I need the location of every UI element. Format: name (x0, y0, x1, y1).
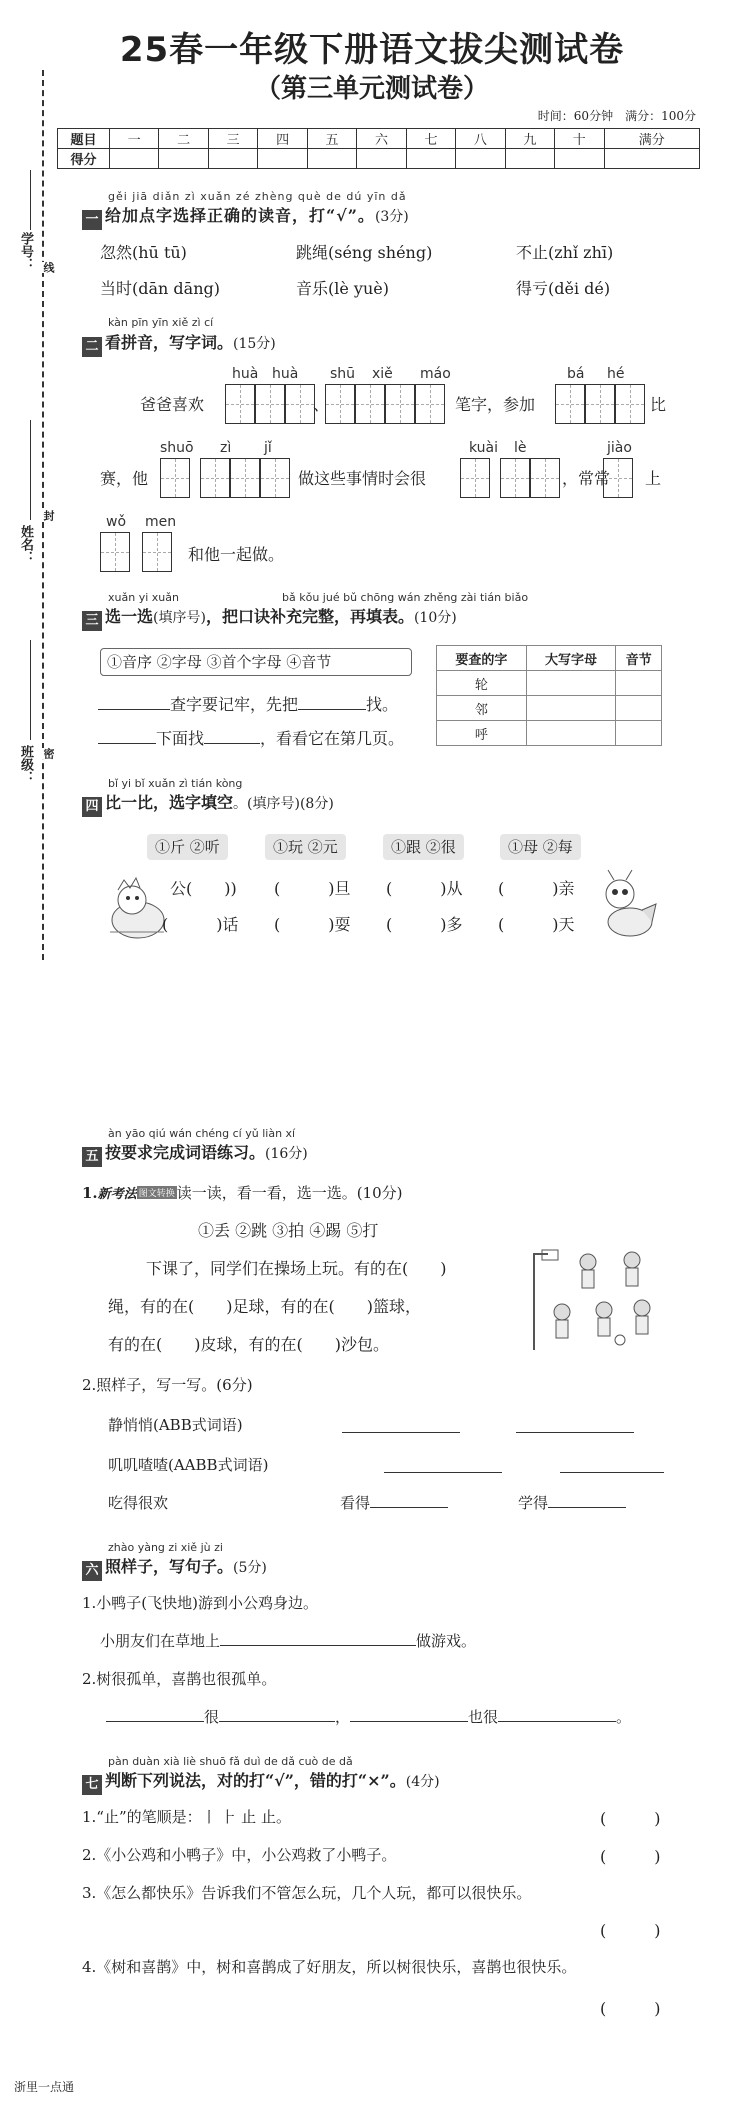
s3-option-box: ①音序 ②字母 ③首个字母 ④音节 (100, 648, 412, 676)
py-hua1: huà (232, 366, 259, 382)
s2-text-3: 笔字，参加 (455, 395, 536, 414)
s3-number: 三 (82, 611, 102, 631)
py-ji: jǐ (264, 440, 272, 456)
s6-pinyin: zhào yàng zi xiě jù zi (108, 1541, 223, 1554)
s5-q1-para-1: 下课了，同学们在操场上玩。有的在( ) (146, 1259, 447, 1278)
s4-option-pill: ①母 ②每 (500, 834, 581, 860)
score-value-cell[interactable] (357, 149, 406, 169)
score-value-cell[interactable] (159, 149, 208, 169)
s6-number: 六 (82, 1561, 102, 1581)
s2-text-2: 、 (313, 395, 330, 414)
s3-pinyin-b: bǎ kǒu jué bǔ chōng wán zhěng zài tián biǎo (282, 591, 529, 604)
side-label-banji: 班级： (18, 745, 33, 784)
s5-q1-para-2: 绳，有的在( )足球，有的在( )篮球， (108, 1297, 421, 1316)
s4-blank-dan: ( )旦 (274, 879, 351, 898)
s3-table-row: 轮 (437, 671, 662, 696)
s4-option-pill: ①跟 ②很 (383, 834, 464, 860)
py-hua2: huà (272, 366, 299, 382)
write-box[interactable] (225, 384, 255, 424)
py-kuai: kuài (469, 440, 499, 456)
s1-item-2: 跳绳(séng shéng) (296, 243, 433, 262)
s4-blank-shua: ( )耍 (274, 915, 351, 934)
s3-table-row: 呼 (437, 721, 662, 746)
py-shu: shū (330, 366, 356, 382)
s4-pinyin: bǐ yi bǐ xuǎn zì tián kòng (108, 777, 243, 790)
write-box[interactable] (500, 458, 530, 498)
s3-table-head-cell: 大写字母 (526, 646, 616, 671)
write-box[interactable] (603, 458, 633, 498)
py-ba: bá (567, 366, 585, 382)
score-header-cell: 十 (555, 129, 604, 149)
py-jiao: jiào (607, 440, 632, 456)
s7-answer-bracket[interactable]: ( ) (600, 1921, 661, 1940)
s2-heading: 二 看拼音，写字词。(15分) (82, 330, 276, 357)
cartoon-bug-icon (590, 868, 660, 946)
s2-text-7: ，常常 (562, 469, 611, 488)
write-box[interactable] (415, 384, 445, 424)
write-box[interactable] (615, 384, 645, 424)
write-box[interactable] (325, 384, 355, 424)
write-box[interactable] (585, 384, 615, 424)
side-mark-xian: 线 (42, 262, 55, 273)
s3-table-head-cell: 音节 (616, 646, 662, 671)
s2-text-4: 比 (650, 395, 667, 414)
s2-text-6: 做这些事情时会很 (298, 469, 427, 488)
write-box[interactable] (285, 384, 315, 424)
score-value-cell[interactable] (307, 149, 356, 169)
s5-q2-e: 学得 (518, 1492, 626, 1513)
s3-blank[interactable] (298, 709, 366, 710)
score-value-cell: 得分 (58, 149, 110, 169)
score-header-cell: 二 (159, 129, 208, 149)
s5-q2-b: 叽叽喳喳(AABB式词语) (108, 1456, 269, 1474)
py-le: lè (514, 440, 527, 456)
s7-answer-bracket[interactable]: ( ) (600, 1999, 661, 2018)
s7-number: 七 (82, 1775, 102, 1795)
s5-q2: 2.照样子，写一写。(6分) (82, 1376, 253, 1394)
exam-title: 25春一年级下册语文拔尖测试卷 (119, 30, 625, 70)
write-box[interactable] (142, 532, 172, 572)
s6-heading: 六 照样子，写句子。(5分) (82, 1554, 267, 1581)
exam-meta: 时间：60分钟 满分：100分 (537, 109, 696, 123)
s3-heading: 三 选一选(填序号)，把口诀补充完整，再填表。(10分) (82, 604, 457, 631)
s7-heading: 七 判断下列说法，对的打“√”，错的打“×”。(4分) (82, 1768, 440, 1795)
score-value-cell[interactable] (555, 149, 604, 169)
s7-pinyin: pàn duàn xià liè shuō fǎ duì de dǎ cuò de dǎ (108, 1755, 353, 1768)
score-header-cell: 五 (307, 129, 356, 149)
s5-number: 五 (82, 1147, 102, 1167)
s7-item-3: 3.《怎么都快乐》告诉我们不管怎么玩，几个人玩，都可以很快乐。 (82, 1884, 532, 1902)
s1-item-6: 得亏(děi dé) (516, 279, 611, 298)
footer-brand: 浙里一点通 (14, 2080, 75, 2094)
s1-item-5: 音乐(lè yuè) (296, 279, 389, 298)
s1-number: 一 (82, 210, 102, 230)
score-header-cell: 七 (406, 129, 455, 149)
s1-item-4: 当时(dān dāng) (100, 279, 220, 298)
score-value-cell[interactable] (456, 149, 505, 169)
s5-q2-c: 吃得很欢 (108, 1494, 169, 1512)
side-label-xuehao: 学号： (18, 232, 33, 271)
score-value-cell[interactable] (604, 149, 699, 169)
score-header-cell: 一 (110, 129, 159, 149)
s5-answer-line[interactable] (370, 1507, 448, 1508)
s5-answer-line[interactable] (560, 1472, 664, 1473)
s5-q2-d: 看得 (340, 1492, 448, 1513)
s7-item-2: 2.《小公鸡和小鸭子》中，小公鸡救了小鸭子。 (82, 1846, 397, 1864)
s6-q1: 1.小鸭子(飞快地)游到小公鸡身边。 (82, 1594, 319, 1612)
s6-answer-line[interactable] (498, 1721, 616, 1722)
score-header-cell: 六 (357, 129, 406, 149)
s5-pinyin: àn yāo qiú wán chéng cí yǔ liàn xí (108, 1127, 296, 1140)
s5-answer-line[interactable] (548, 1507, 626, 1508)
s4-option-pill: ①斤 ②听 (147, 834, 228, 860)
write-box[interactable] (200, 458, 230, 498)
s3-pinyin-a: xuǎn yi xuǎn (108, 591, 179, 604)
s4-blank-qin: ( )亲 (498, 879, 575, 898)
py-zi: zì (220, 440, 232, 456)
s4-option-pill: ①玩 ②元 (265, 834, 346, 860)
s7-answer-bracket[interactable]: ( ) (600, 1847, 661, 1866)
s6-q1-answer: 小朋友们在草地上 做游戏。 (100, 1632, 477, 1650)
s3-blank[interactable] (98, 709, 170, 710)
s2-text-1: 爸爸喜欢 (140, 395, 205, 414)
side-underline-xuehao (30, 170, 31, 230)
s2-text-5: 赛，他 (100, 469, 149, 488)
write-box[interactable] (355, 384, 385, 424)
s2-text-8: 上 (645, 469, 662, 488)
s6-q2: 2.树很孤单，喜鹊也很孤单。 (82, 1670, 277, 1688)
write-box[interactable] (385, 384, 415, 424)
score-header-cell: 九 (505, 129, 554, 149)
s7-answer-bracket[interactable]: ( ) (600, 1809, 661, 1828)
side-mark-mi: 密 (42, 748, 55, 759)
write-box[interactable] (260, 458, 290, 498)
side-underline-banji (30, 640, 31, 740)
s2-number: 二 (82, 337, 102, 357)
s6-answer-line[interactable] (350, 1721, 468, 1722)
py-he: hé (607, 366, 625, 382)
score-value-cell[interactable] (110, 149, 159, 169)
side-label-xingming: 姓名： (18, 525, 33, 564)
s5-q2-a: 静悄悄(ABB式词语) (108, 1416, 243, 1434)
s7-item-4: 4.《树和喜鹊》中，树和喜鹊成了好朋友，所以树很快乐，喜鹊也很快乐。 (82, 1958, 577, 1976)
exam-subtitle: （第三单元测试卷） (254, 74, 489, 104)
s6-answer-line[interactable] (106, 1721, 204, 1722)
s4-blank-tian: ( )天 (498, 915, 575, 934)
side-mark-feng: 封 (42, 510, 55, 521)
score-value-cell[interactable] (258, 149, 307, 169)
score-value-row (58, 149, 700, 169)
s5-answer-line[interactable] (516, 1432, 634, 1433)
s3-blank[interactable] (98, 743, 156, 744)
score-header-cell: 四 (258, 129, 307, 149)
s5-q1-options: ①丢 ②跳 ③拍 ④踢 ⑤打 (198, 1221, 379, 1240)
s3-table-head-cell: 要查的字 (437, 646, 527, 671)
py-men: men (145, 514, 177, 530)
s7-item-1: 1.“止”的笔顺是：丨 ⺊ 止 止。 (82, 1808, 291, 1826)
score-header-cell: 题目 (58, 129, 110, 149)
s5-q1: 1.新考法 图文转换 读一读，看一看，选一选。(10分) (82, 1184, 403, 1202)
s3-line-1: 查字要记牢，先把 找。 (98, 692, 398, 715)
write-box[interactable] (530, 458, 560, 498)
s6-answer-line[interactable] (220, 1645, 416, 1646)
s3-line-2: 下面找 ，看看它在第几页。 (98, 726, 404, 749)
s2-text-9: 和他一起做。 (188, 545, 285, 564)
score-table (57, 128, 700, 169)
s4-number: 四 (82, 797, 102, 817)
playground-children-illustration-icon (520, 1240, 660, 1360)
side-underline-xingming (30, 420, 31, 520)
s3-table-header (437, 646, 662, 671)
s4-blank-hua: ( )话 (162, 915, 239, 934)
s3-index-table (436, 645, 662, 746)
s5-q1-para-3: 有的在( )皮球，有的在( )沙包。 (108, 1335, 389, 1354)
score-header-row (58, 129, 700, 149)
s5-answer-line[interactable] (342, 1432, 460, 1433)
s1-heading: 一 给加点字选择正确的读音，打“√”。(3分) (82, 203, 409, 230)
s4-heading: 四 比一比，选字填空。(填序号)(8分) (82, 790, 334, 817)
score-header-cell: 三 (208, 129, 257, 149)
s3-table-row: 邻 (437, 696, 662, 721)
s1-item-3: 不止(zhǐ zhī) (516, 243, 614, 262)
score-value-cell[interactable] (208, 149, 257, 169)
write-box[interactable] (100, 532, 130, 572)
s1-pinyin: gěi jiā diǎn zì xuǎn zé zhèng què de dú yīn dǎ (108, 190, 407, 203)
py-wo: wǒ (106, 514, 127, 530)
py-shuo: shuō (160, 440, 194, 456)
s6-answer-line[interactable] (219, 1721, 335, 1722)
write-box[interactable] (230, 458, 260, 498)
score-value-cell[interactable] (505, 149, 554, 169)
write-box[interactable] (255, 384, 285, 424)
py-mao: máo (420, 366, 451, 382)
write-box[interactable] (555, 384, 585, 424)
score-header-cell: 满分 (604, 129, 699, 149)
s5-heading: 五 按要求完成词语练习。(16分) (82, 1140, 308, 1167)
write-box[interactable] (460, 458, 490, 498)
write-box[interactable] (160, 458, 190, 498)
s5-answer-line[interactable] (384, 1472, 502, 1473)
score-header-cell: 八 (456, 129, 505, 149)
s1-item-1: 忽然(hū tū) (100, 243, 187, 262)
s2-pinyin: kàn pīn yīn xiě zì cí (108, 316, 214, 329)
s4-blank-duo: ( )多 (386, 915, 463, 934)
py-xie: xiě (372, 366, 393, 382)
s3-blank[interactable] (204, 743, 260, 744)
s4-blank-cong: ( )从 (386, 879, 463, 898)
score-value-cell[interactable] (406, 149, 455, 169)
s4-row-1: 公( )) (170, 879, 237, 898)
s6-q2-answer: 很 ， 也很 。 (106, 1706, 631, 1727)
